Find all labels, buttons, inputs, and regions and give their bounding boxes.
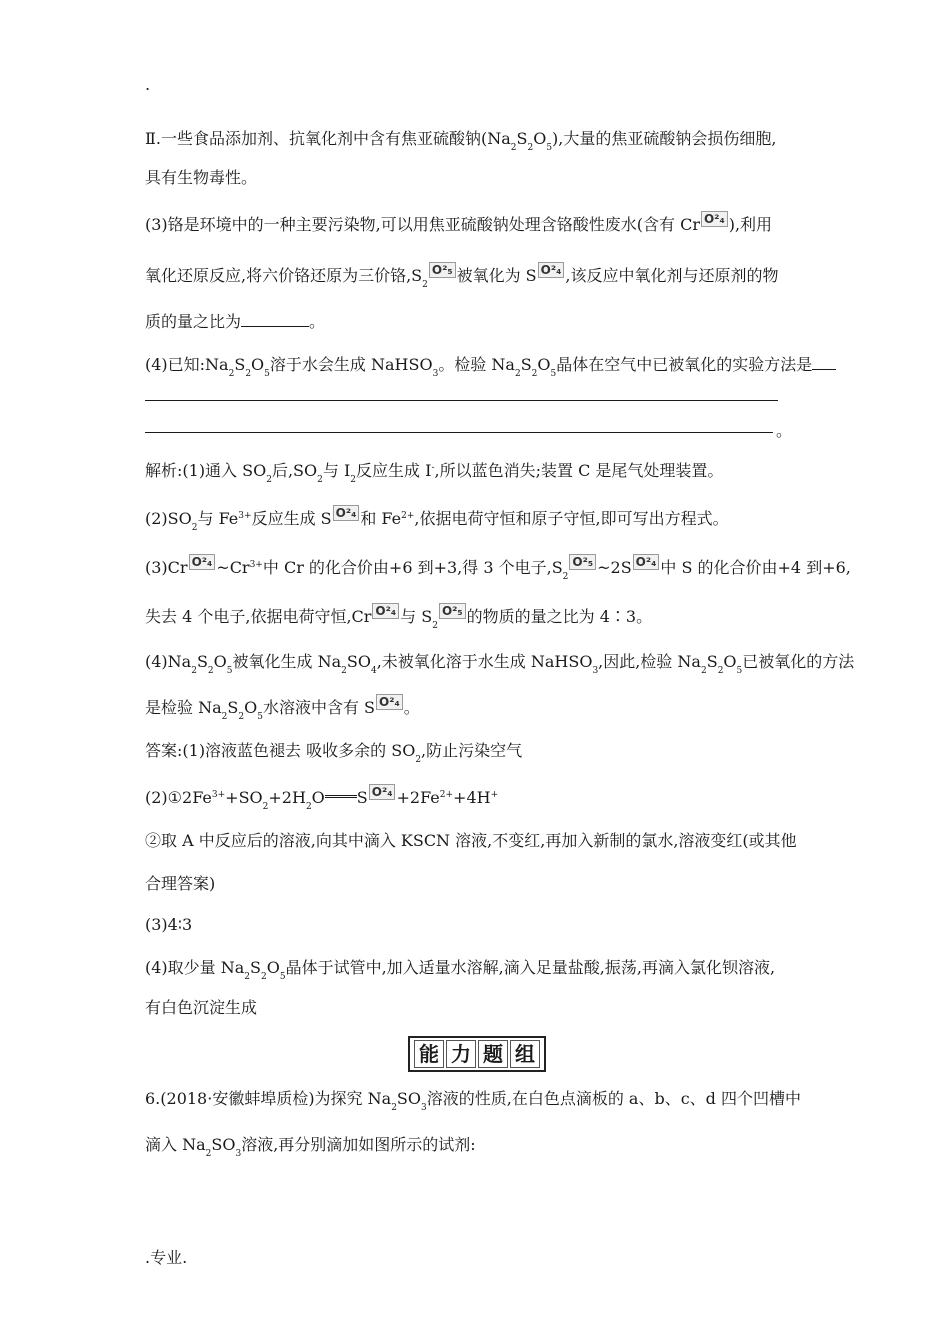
footer-text: .专业.	[145, 1248, 188, 1267]
analysis-line3: (3)Cr O²₄ $\sim Cr^{3+}$中 Cr 的化合价由+6 到+3,得 3 个电子$,S_2O^2_5$ ~2S O²₄ 中 S 的化合价由+4 到+6,	[145, 555, 851, 582]
disulfite-ion-icon: O²₅	[429, 262, 456, 278]
part2-line2: 具有生物毒性。	[145, 168, 258, 187]
answer-line2: $(2)①2Fe^{3+}+SO_2+2H_2O$ S $O^2_4 +2Fe^{2+}+4H^+$	[145, 785, 499, 812]
answer-line	[145, 432, 773, 433]
answer-line6: (4)取少量 $Na_2S_2O_5$晶体于试管中,加入适量水溶解,滴入足量盐酸,振荡,再滴入氯化钡溶液,	[145, 958, 776, 982]
q3-line1: (3)铬是环境中的一种主要污染物,可以用焦亚硫酸钠处理含铬酸性废水(含有 Cr O²₄ ),利用	[145, 212, 773, 234]
equals-sign	[325, 795, 357, 798]
part2-line1: Ⅱ.一些食品添加剂、抗氧化剂中含有焦亚硫酸钠$(Na_2S_2O_5)$,大量的焦亚硫酸钠会损伤细胞,	[145, 129, 777, 153]
sulfate-ion-icon: O²₄	[538, 262, 565, 278]
banner-char: 能	[414, 1040, 444, 1068]
chromate-ion-icon: O²₄	[189, 554, 216, 570]
sulfate-ion-icon: O²₄	[369, 784, 396, 800]
q6-line2: 滴入 $Na_2SO_3$溶液,再分别滴加如图所示的试剂:	[145, 1135, 476, 1159]
header-dot: .	[145, 75, 151, 94]
analysis-line2: $(2)SO_2$与 $Fe^{3+}$反应生成 S O²₄ 和 $Fe^{2+}$,依据电荷守恒和原子守恒,即可写出方程式。	[145, 506, 729, 533]
disulfite-ion-icon: O²₅	[439, 603, 466, 619]
q3-line3: 质的量之比为 。	[145, 312, 326, 331]
answer-blank	[241, 326, 309, 327]
chromate-ion-icon: O²₄	[372, 603, 399, 619]
section-banner	[408, 1036, 546, 1072]
banner-char: 力	[446, 1040, 476, 1068]
sulfate-ion-icon: O²₄	[633, 554, 660, 570]
answer-line-end: 。	[776, 421, 793, 440]
banner-char: 组	[510, 1040, 540, 1068]
disulfite-ion-icon: O²₅	[569, 554, 596, 570]
q3-line2: 氧化还原反应,将六价铬还原为三价铬$,S_2O^2_5$ 被氧化为 S O²₄ ,该反应中氧化剂与还原剂的物	[145, 263, 779, 290]
analysis-line1: 解析:(1)通入 $SO_2$后$,SO_2$与 $I_2$反应生成 I-,所以蓝色消失;装置 C 是尾气处理装置。	[145, 461, 724, 485]
banner-char: 题	[478, 1040, 508, 1068]
answer-line5: (3)4∶3	[145, 915, 193, 934]
answer-line3: ②取 A 中反应后的溶液,向其中滴入 KSCN 溶液,不变红,再加入新制的氯水,溶液变红(或其他	[145, 831, 797, 850]
answer-blank	[812, 369, 836, 370]
chromate-ion-icon: O²₄	[701, 211, 728, 227]
q4-line1: (4)已知$:Na_2S_2O_5$溶于水会生成 NaHSO$_3$。检验 $Na_2S_2O_5$晶体在空气中已被氧化的实验方法是	[145, 354, 836, 379]
answer-line4: 合理答案)	[145, 874, 216, 893]
analysis-line4: 失去 4 个电子,依据电荷守恒,Cr O²₄ 与 $S_2O^2_5$ 的物质的量之比为 4∶3。	[145, 604, 653, 631]
answer-line	[145, 400, 778, 401]
sulfate-ion-icon: O²₄	[376, 694, 403, 710]
answer-line1: 答案:(1)溶液蓝色褪去 吸收多余的 $SO_2$,防止污染空气	[145, 741, 523, 765]
analysis-line6: 是检验 $Na_2S_2O_5$水溶液中含有 S O²₄ 。	[145, 695, 420, 722]
q6-line1: 6.(2018·安徽蚌埠质检)为探究 $Na_2SO_3$溶液的性质,在白色点滴板的 a、b、c、d 四个凹槽中	[145, 1089, 801, 1113]
analysis-line5: $(4)Na_2S_2O_5$被氧化生成 $Na_2SO_4$,未被氧化溶于水生成 NaHSO$_3$,因此,检验 $Na_2S_2O_5$已被氧化的方法	[145, 652, 855, 676]
sulfate-ion-icon: O²₄	[333, 505, 360, 521]
answer-line7: 有白色沉淀生成	[145, 998, 258, 1017]
